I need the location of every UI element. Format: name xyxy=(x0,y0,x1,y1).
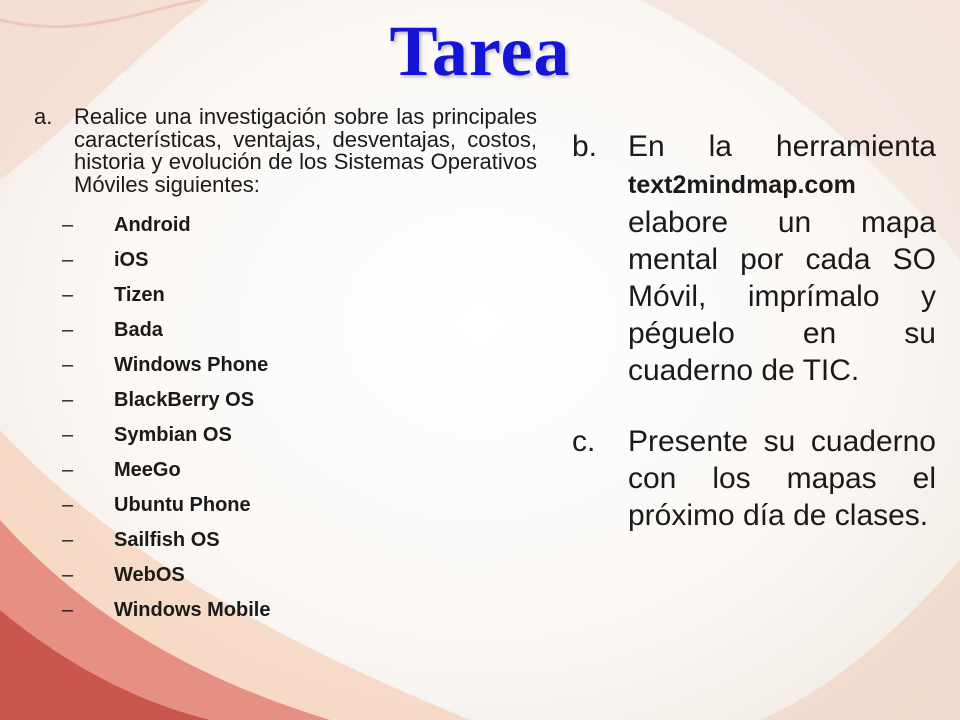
os-list-item xyxy=(32,488,537,523)
os-list-item xyxy=(32,243,537,278)
os-name: BlackBerry OS xyxy=(114,389,255,411)
os-list-item xyxy=(32,593,537,628)
os-name: Sailfish OS xyxy=(114,529,220,551)
os-name: Windows Mobile xyxy=(114,599,271,621)
item-c-marker: c. xyxy=(572,425,596,458)
list-dash: – xyxy=(62,494,74,516)
os-name: Tizen xyxy=(114,284,165,306)
os-list-item xyxy=(32,523,537,558)
slide-title: Tarea xyxy=(389,11,571,91)
list-dash: – xyxy=(62,354,74,376)
list-dash: – xyxy=(62,214,74,236)
item-c xyxy=(572,423,936,534)
os-list-item xyxy=(32,348,537,383)
item-b-marker: b. xyxy=(572,130,598,163)
os-list xyxy=(32,208,537,628)
list-dash: – xyxy=(62,319,74,341)
os-name: WebOS xyxy=(114,564,185,586)
os-name: Bada xyxy=(114,319,163,341)
os-name: MeeGo xyxy=(114,459,181,481)
os-list-item xyxy=(32,418,537,453)
os-name: Windows Phone xyxy=(114,354,269,376)
os-list-item xyxy=(32,278,537,313)
item-b xyxy=(572,128,936,389)
list-dash: – xyxy=(62,249,74,271)
os-list-item xyxy=(32,383,537,418)
list-dash: – xyxy=(62,529,74,551)
list-dash: – xyxy=(62,564,74,586)
swoosh-bottom-right xyxy=(760,560,960,720)
item-a-text: Realice una investigación sobre las principales características, ventajas, desventajas, costos, historia y evolución de los Sistemas Operativos Móviles siguientes: xyxy=(74,104,537,197)
right-column xyxy=(572,128,936,534)
os-list-item xyxy=(32,313,537,348)
item-a-marker: a. xyxy=(34,104,53,129)
os-name: iOS xyxy=(114,249,149,271)
item-c-text: Presente su cuaderno con los mapas el próximo día de clases. xyxy=(628,425,936,532)
item-a xyxy=(32,106,537,196)
os-name: Android xyxy=(114,214,191,236)
list-dash: – xyxy=(62,284,74,306)
os-name: Ubuntu Phone xyxy=(114,494,251,516)
left-column xyxy=(32,106,537,628)
list-dash: – xyxy=(62,459,74,481)
item-b-emphasis: text2mindmap.com xyxy=(628,171,856,199)
list-dash: – xyxy=(62,424,74,446)
os-name: Symbian OS xyxy=(114,424,232,446)
item-b-text-after: elabore un mapa mental por cada SO Móvil, imprímalo y péguelo en su cuaderno de TIC. xyxy=(628,206,936,387)
list-dash: – xyxy=(62,599,74,621)
os-list-item xyxy=(32,208,537,243)
list-dash: – xyxy=(62,389,74,411)
item-b-text-before: En la herramienta xyxy=(628,130,936,163)
os-list-item xyxy=(32,453,537,488)
os-list-item xyxy=(32,558,537,593)
